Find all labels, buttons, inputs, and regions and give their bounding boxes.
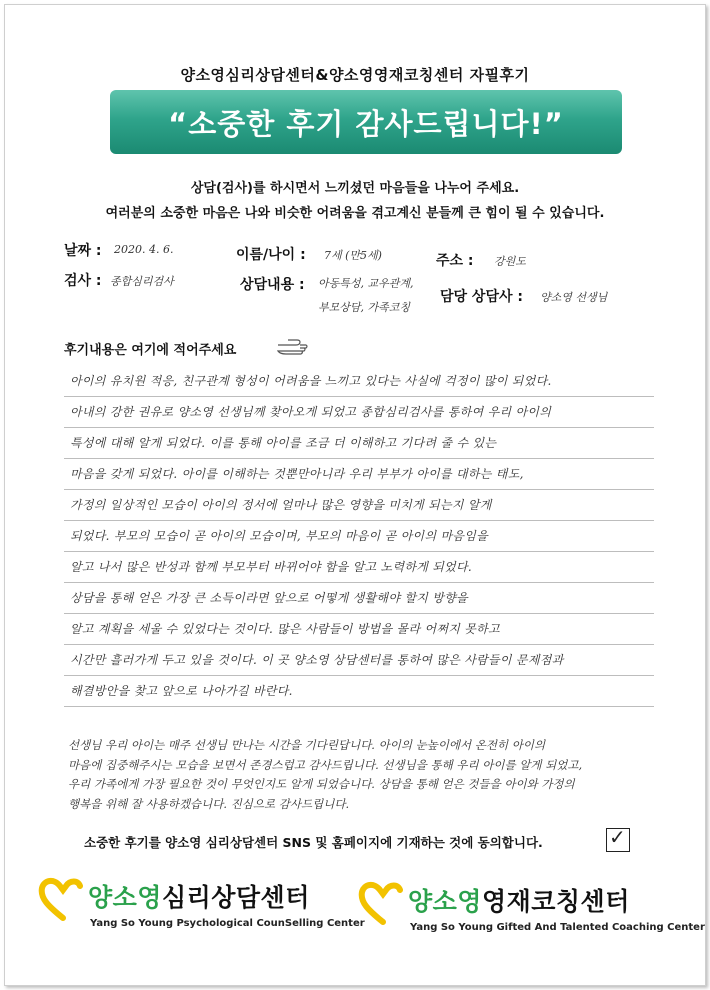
logo-title <box>88 878 310 914</box>
review-extra <box>64 736 664 814</box>
test-label: 검사 : <box>64 273 102 289</box>
review-extra-line: 마음에 집중해주시는 모습을 보면서 존경스럽고 감사드립니다. 선생님을 통해 우리 아이를 알게 되었고, <box>68 757 583 772</box>
logo-subtitle: Yang So Young Psychological CounSelling Center <box>90 918 365 929</box>
counselor-label: 담당 상담사 : <box>440 289 523 305</box>
content-value-2: 부모상담, 가족코칭 <box>318 301 411 314</box>
intro-line-2: 여러분의 소중한 마음은 나와 비슷한 어려움을 겪고계신 분들께 큰 힘이 될 수 있습니다. <box>105 206 605 221</box>
test-value: 종합심리검사 <box>110 275 174 288</box>
review-line: 아이의 유치원 적응, 친구관계 형성이 어려움을 느끼고 있다는 사실에 걱정이 많이 되었다. <box>64 366 654 397</box>
logo-title-black: 영재코칭센터 <box>481 887 630 916</box>
review-line: 마음을 갖게 되었다. 아이를 이해하는 것뿐만아니라 우리 부부가 아이를 대하는 태도, <box>64 459 654 490</box>
banner-text: “소중한 후기 감사드립니다!” <box>168 106 564 141</box>
heart-icon <box>358 878 408 928</box>
review-line: 특성에 대해 알게 되었다. 이를 통해 아이를 조금 더 이해하고 기다려 줄 수 있는 <box>64 428 654 459</box>
review-line: 시간만 흘러가게 두고 있을 것이다. 이 곳 양소영 상담센터를 통하여 많은 사람들이 문제점과 <box>64 645 654 676</box>
logo-title-green: 양소영 <box>408 887 482 916</box>
review-line: 해결방안을 찾고 앞으로 나아가길 바란다. <box>64 676 654 707</box>
review-line: 되었다. 부모의 모습이 곧 아이의 모습이며, 부모의 마음이 곧 아이의 마음임을 <box>64 521 654 552</box>
review-line: 가정의 일상적인 모습이 아이의 정서에 얼마나 많은 영향을 미치게 되는지 알게 <box>64 490 654 521</box>
heart-icon <box>38 874 88 924</box>
review-extra-line: 우리 가족에게 가장 필요한 것이 무엇인지도 알게 되었습니다. 상담을 통해 얻은 것들을 아이와 가정의 <box>68 777 575 791</box>
logo-title-green: 양소영 <box>88 883 162 912</box>
intro-text <box>0 176 710 226</box>
review-line: 상담을 통해 얻은 가장 큰 소득이라면 앞으로 어떻게 생활해야 할지 방향을 <box>64 583 654 614</box>
logo-subtitle: Yang So Young Gifted And Talented Coaching Center <box>410 922 705 933</box>
consent-text: 소중한 후기를 양소영 심리상담센터 SNS 및 홈페이지에 기재하는 것에 동의합니다. <box>84 835 543 850</box>
psychology-center-logo <box>38 874 365 934</box>
consent-checkbox[interactable] <box>606 825 630 852</box>
review-line: 알고 계획을 세울 수 있었다는 것이다. 많은 사람들이 방법을 몰라 어쩌지 못하고 <box>64 614 654 645</box>
coaching-center-logo <box>358 878 705 938</box>
logo-title-black: 심리상담센터 <box>161 883 310 912</box>
date-label: 날짜 : <box>64 243 102 259</box>
page-title: 양소영심리상담센터&양소영영재코칭센터 자필후기 <box>180 66 530 84</box>
logo-title <box>408 882 630 918</box>
intro-line-1: 상담(검사)를 하시면서 느끼셨던 마음들을 나누어 주세요. <box>190 181 520 196</box>
date-value: 2020. 4. 6. <box>114 243 174 256</box>
content-value-1: 아동특성, 교우관계, <box>318 277 414 290</box>
review-line: 알고 나서 많은 반성과 함께 부모부터 바뀌어야 함을 알고 노력하게 되었다. <box>64 552 654 583</box>
content-label: 상담내용 : <box>240 277 305 293</box>
review-extra-line: 선생님 우리 아이는 매주 선생님 만나는 시간을 기다린답니다. 아이의 눈높이에서 온전히 아이의 <box>68 738 546 752</box>
title-banner <box>110 90 622 154</box>
pointing-hand-icon <box>276 336 310 356</box>
review-extra-line: 행복을 위해 잘 사용하겠습니다. 진심으로 감사드립니다. <box>68 796 350 811</box>
check-mark-icon: ✓ <box>609 825 626 849</box>
review-prompt: 후기내용은 여기에 적어주세요 <box>64 343 237 358</box>
name-age-value: 7세 (만5세) <box>324 249 382 262</box>
counselor-value: 양소영 선생님 <box>540 291 608 304</box>
address-label: 주소 : <box>436 253 474 269</box>
review-lines <box>64 366 654 707</box>
review-line: 아내의 강한 권유로 양소영 선생님께 찾아오게 되었고 종합심리검사를 통하여 우리 아이의 <box>64 397 654 428</box>
address-value: 강원도 <box>494 255 526 268</box>
name-age-label: 이름/나이 : <box>236 247 306 263</box>
